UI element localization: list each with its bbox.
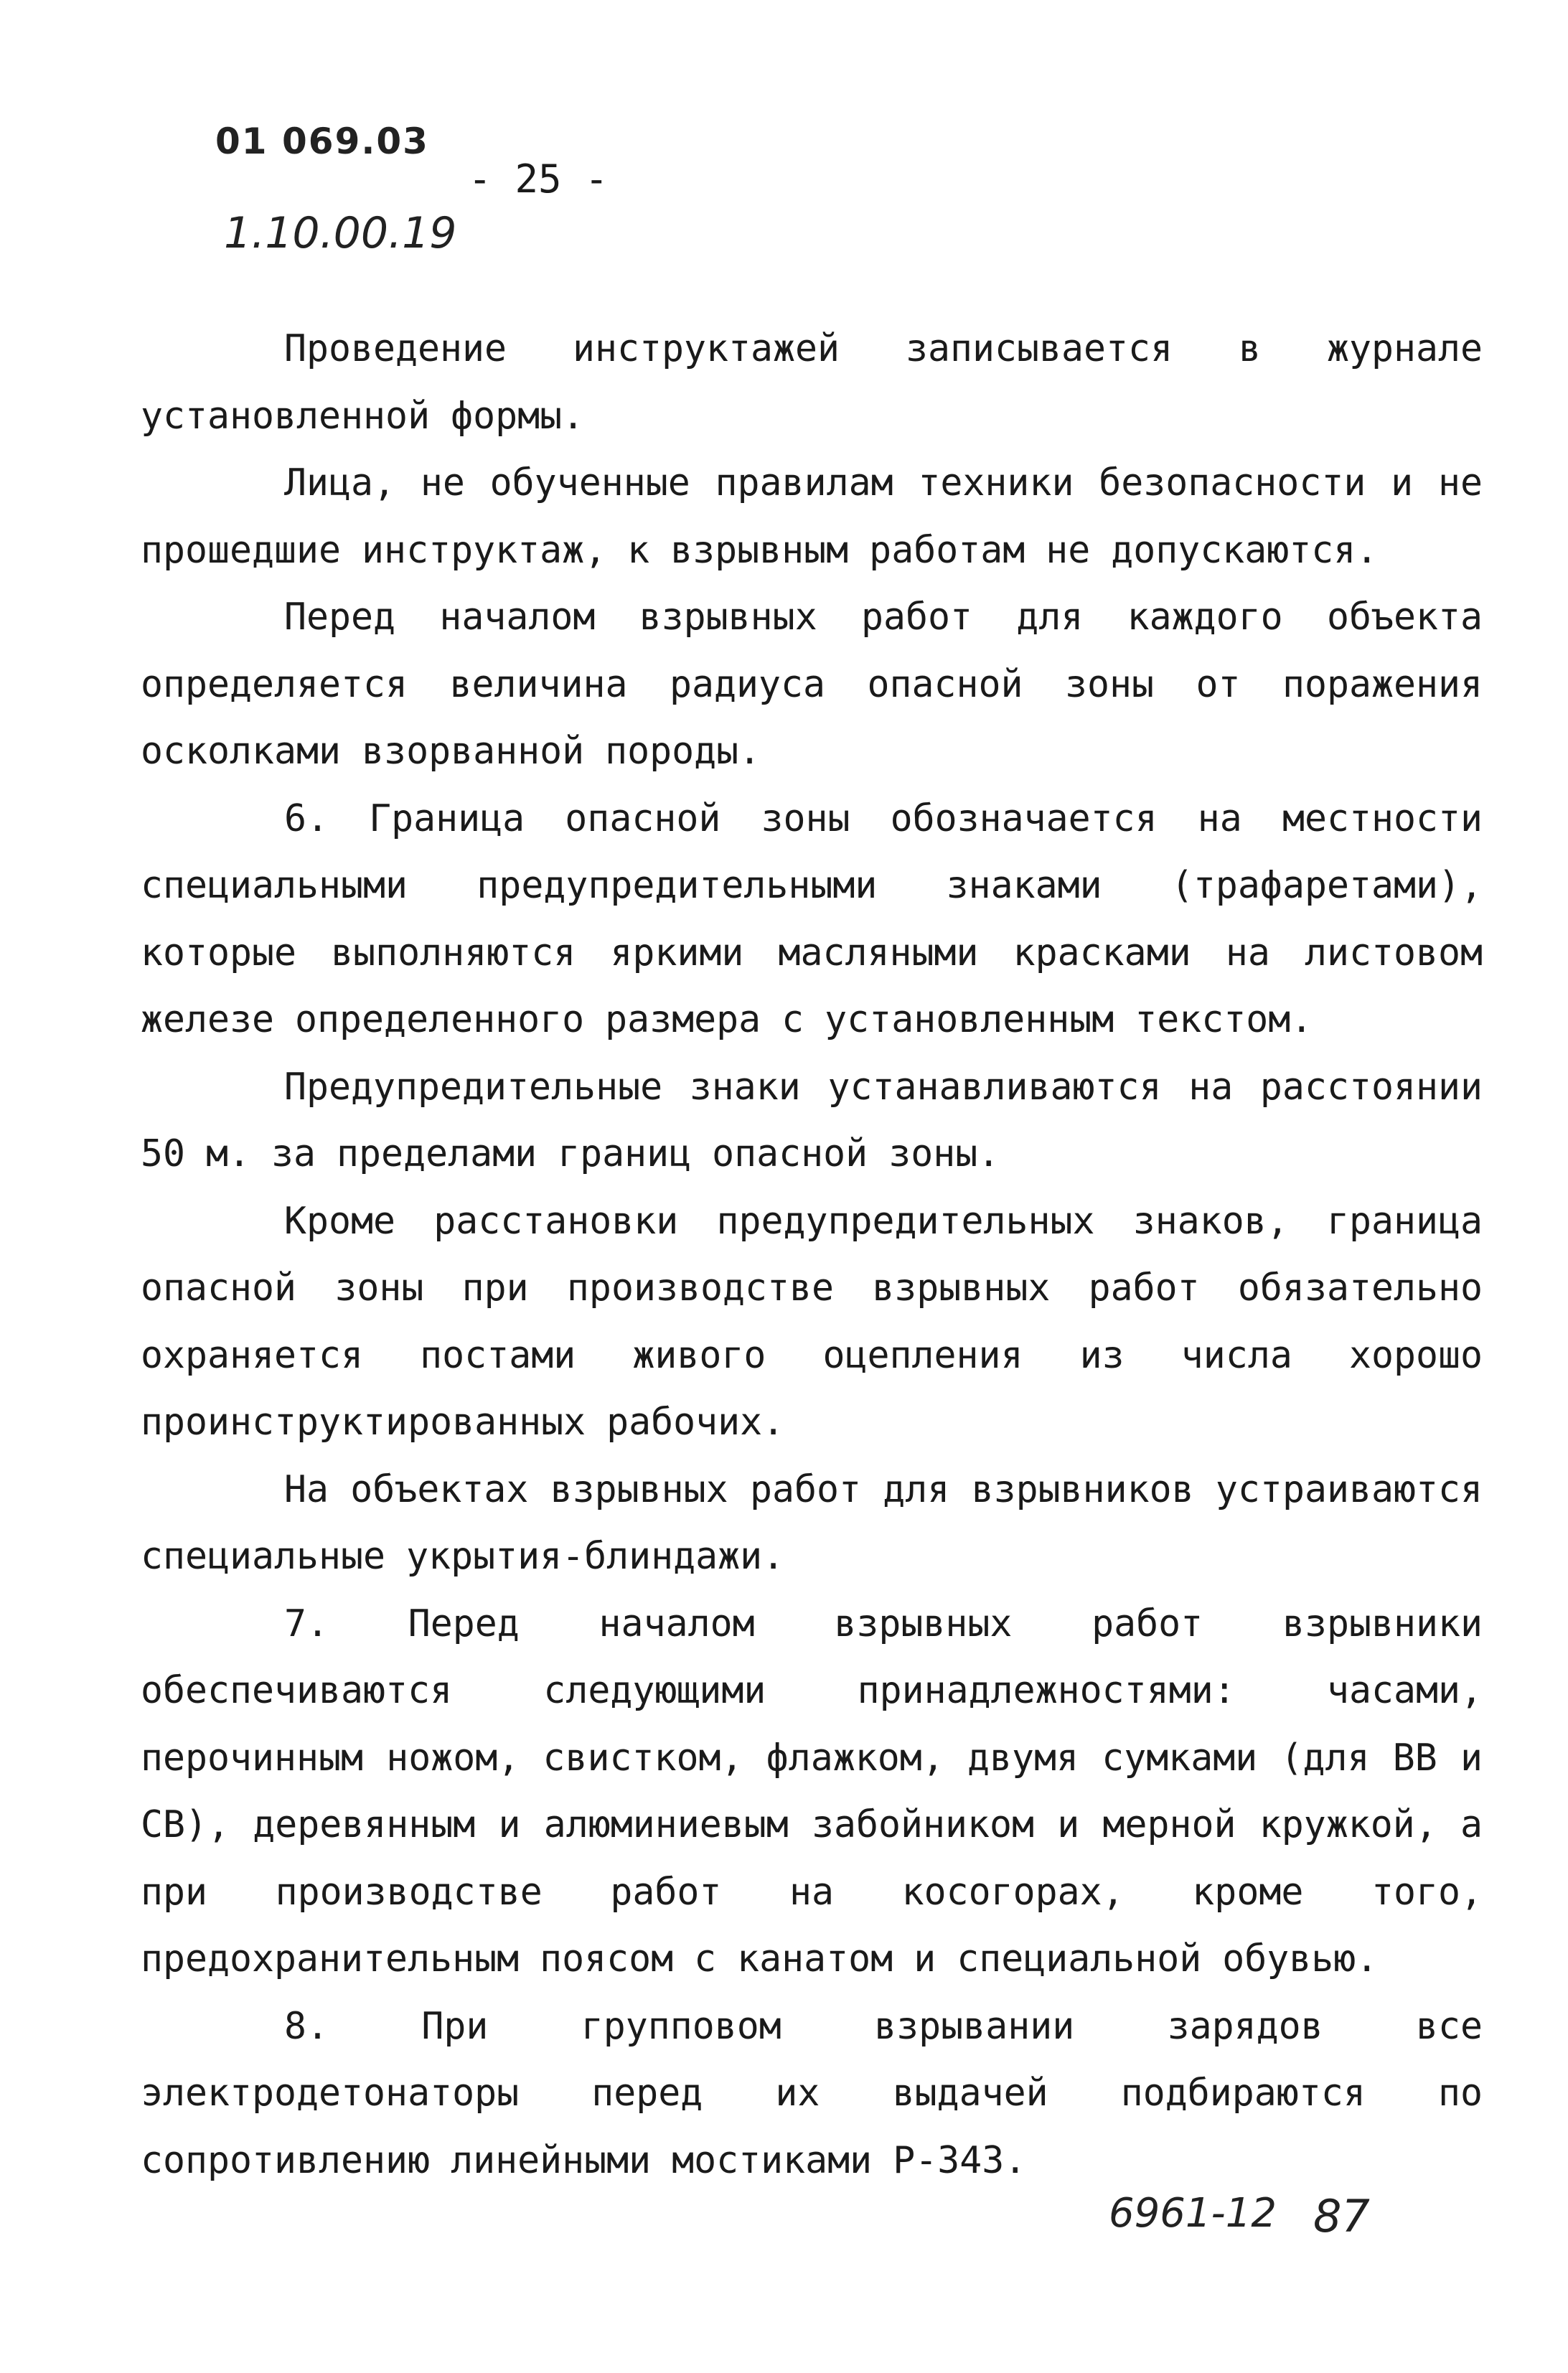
page-number: - 25 - xyxy=(468,156,609,202)
document-body xyxy=(141,316,1483,2194)
paragraph: 6. Граница опасной зоны обозначается на местности специальными предупредительными знаками (трафаретами), которые выполняются яркими масляными красками на листовом железе определенного размера с установленным текстом. xyxy=(141,797,1483,1041)
paragraph: Лица, не обученные правилам техники безопасности и не прошедшие инструктаж, к взрывным работам не допускаются. xyxy=(141,461,1483,572)
paragraph: Проведение инструктажей записывается в журнале установленной формы. xyxy=(141,327,1483,438)
paragraph: Кроме расстановки предупредительных знаков, граница опасной зоны при производстве взрывных работ обязательно охраняется постами живого оцепления из числа хорошо проинструктированных рабочих. xyxy=(141,1199,1483,1444)
paragraph: Перед началом взрывных работ для каждого объекта определяется величина радиуса опасной зоны от поражения осколками взорванной породы. xyxy=(141,596,1483,773)
footer-number: 87 xyxy=(1313,2190,1370,2242)
paragraph: На объектах взрывных работ для взрывников устраиваются специальные укрытия-блиндажи. xyxy=(141,1467,1483,1578)
paragraph: Предупредительные знаки устанавливаются на расстоянии 50 м. за пределами границ опасной зоны. xyxy=(141,1065,1483,1175)
paragraph: 8. При групповом взрывании зарядов все электродетонаторы перед их выдачей подбираются по сопротивлению линейными мостиками Р-343. xyxy=(141,2004,1483,2182)
document-code: 01 069.03 xyxy=(215,121,429,162)
footer-code: 6961-12 xyxy=(1109,2190,1277,2237)
paragraph: 7. Перед началом взрывных работ взрывники обеспечиваются следующими принадлежностями: часами, перочинным ножом, свистком, флажком, двумя сумками (для ВВ и СВ), деревянным и алюминиевым забойником и мерной кружкой, а при производстве работ на косогорах, кроме того, предохранительным поясом с канатом и специальной обувью. xyxy=(141,1602,1483,1980)
document-date: 1.10.00.19 xyxy=(224,208,457,258)
